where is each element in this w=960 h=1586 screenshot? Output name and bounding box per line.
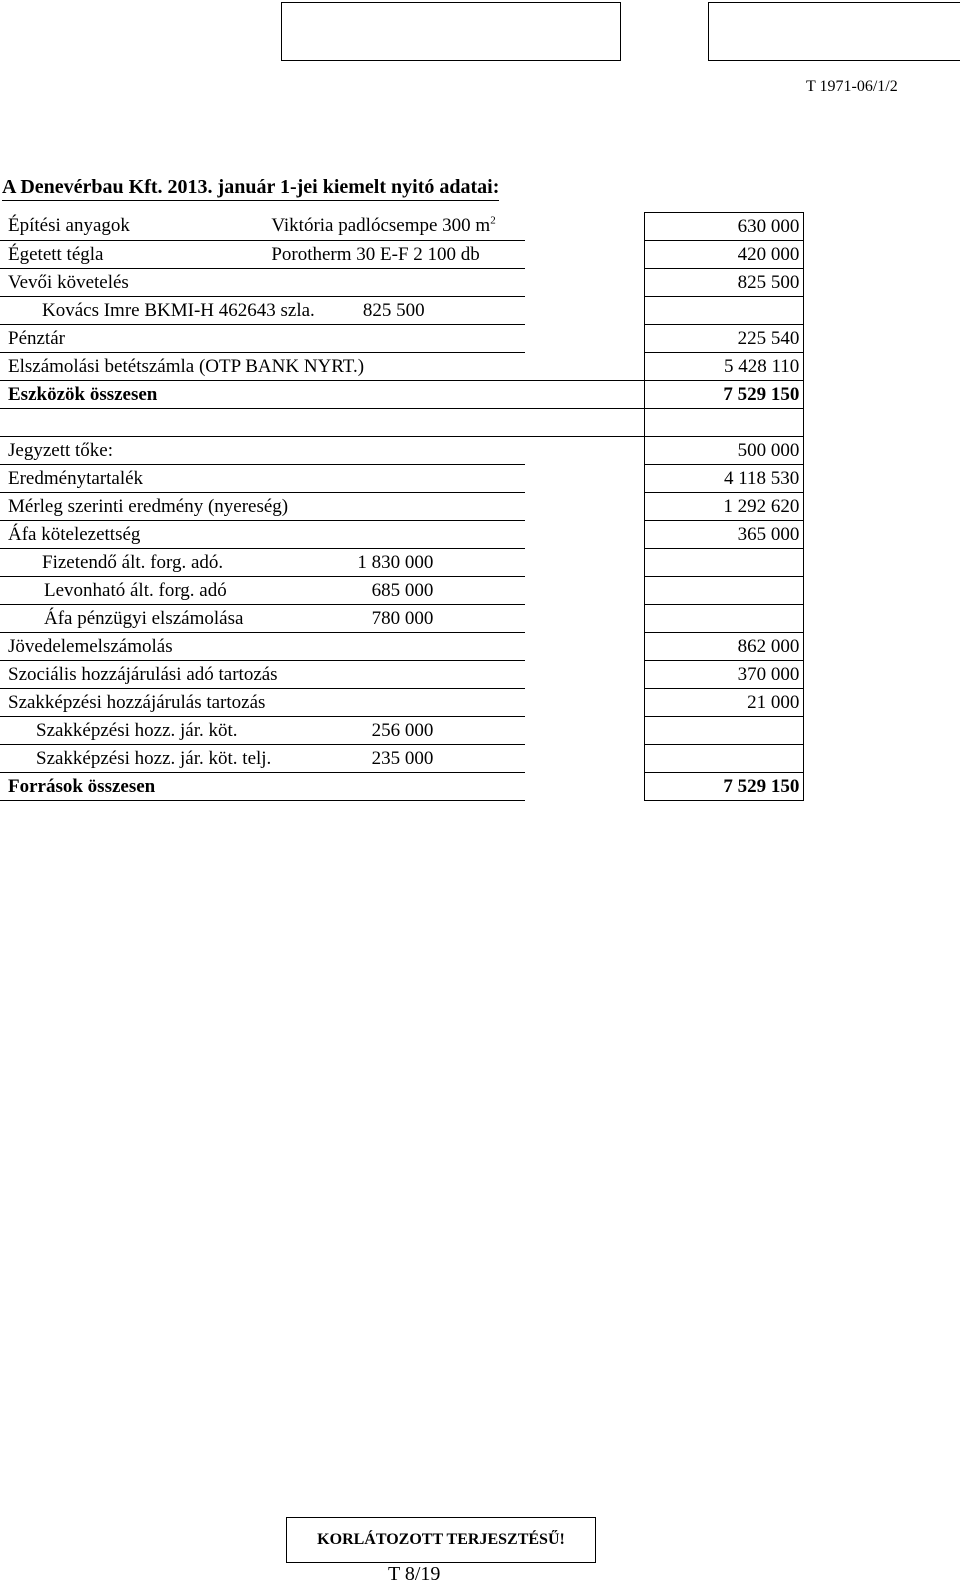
row-detail: Viktória padlócsempe 300 $m^2$ <box>271 213 525 241</box>
table-row <box>0 605 804 633</box>
table-row <box>0 213 804 241</box>
row-amount: 225 540 <box>645 325 804 353</box>
row-amount <box>645 577 804 605</box>
row-amount <box>645 297 804 325</box>
row-label: Kovács Imre BKMI-H 462643 szla. 825 500 <box>0 297 525 325</box>
row-label: Eszközök összesen <box>0 381 645 409</box>
row-amount: 365 000 <box>645 521 804 549</box>
balance-table <box>0 212 804 801</box>
row-label: Jövedelemelszámolás <box>0 633 525 661</box>
row-label: Források összesen <box>0 773 525 801</box>
row-label: Elszámolási betétszámla (OTP BANK NYRT.) <box>0 353 645 381</box>
row-amount: 1 292 620 <box>645 493 804 521</box>
row-label: Áfa pénzügyi elszámolása <box>0 605 271 633</box>
document-code: T 1971-06/1/2 <box>806 78 898 95</box>
row-subamount: 256 000 <box>271 717 525 745</box>
table-row <box>0 353 804 381</box>
restricted-distribution-label: KORLÁTOZOTT TERJESZTÉSŰ! <box>286 1517 596 1563</box>
row-label: Eredménytartalék <box>0 465 525 493</box>
row-label: Égetett tégla <box>0 241 271 269</box>
row-label: Áfa kötelezettség <box>0 521 525 549</box>
row-amount: 420 000 <box>645 241 804 269</box>
row-subamount: 825 500 <box>362 299 425 321</box>
row-label: Pénztár <box>0 325 525 353</box>
row-amount <box>645 549 804 577</box>
row-subamount: 685 000 <box>271 577 525 605</box>
row-detail: Porotherm 30 E-F 2 100 db <box>271 241 525 269</box>
row-label: Szakképzési hozzájárulás tartozás <box>0 689 525 717</box>
document-heading: A Denevérbau Kft. 2013. január 1-jei kiemelt nyitó adatai: <box>2 176 499 201</box>
row-subamount: 780 000 <box>271 605 525 633</box>
row-subamount: 1 830 000 <box>271 549 525 577</box>
page-number: T 8/19 <box>388 1563 441 1585</box>
table-row <box>0 325 804 353</box>
row-amount: 370 000 <box>645 661 804 689</box>
row-amount: 500 000 <box>645 437 804 465</box>
table-row <box>0 465 804 493</box>
row-amount: 862 000 <box>645 633 804 661</box>
table-row <box>0 577 804 605</box>
row-amount <box>645 717 804 745</box>
table-row <box>0 745 804 773</box>
header-box-right <box>708 2 960 61</box>
row-label: Vevői követelés <box>0 269 525 297</box>
row-label: Szakképzési hozz. jár. köt. <box>0 717 271 745</box>
row-amount: 7 529 150 <box>645 381 804 409</box>
table-row <box>0 549 804 577</box>
row-amount: 5 428 110 <box>645 353 804 381</box>
row-label <box>0 409 645 437</box>
row-label: Fizetendő ált. forg. adó. <box>0 549 271 577</box>
row-label: Építési anyagok <box>0 213 271 241</box>
table-row <box>0 773 804 801</box>
table-row <box>0 717 804 745</box>
table-row <box>0 437 804 465</box>
header-box-left <box>281 2 621 61</box>
table-row <box>0 661 804 689</box>
row-amount <box>645 745 804 773</box>
row-label: Szociális hozzájárulási adó tartozás <box>0 661 525 689</box>
row-label: Jegyzett tőke: <box>0 437 525 465</box>
table-row <box>0 297 804 325</box>
row-label: Levonható ált. forg. adó <box>0 577 271 605</box>
table-row <box>0 633 804 661</box>
row-amount: 21 000 <box>645 689 804 717</box>
table-row <box>0 269 804 297</box>
table-row <box>0 381 804 409</box>
row-amount: 630 000 <box>645 213 804 241</box>
row-amount: 825 500 <box>645 269 804 297</box>
table-row <box>0 521 804 549</box>
row-amount: 4 118 530 <box>645 465 804 493</box>
table-row <box>0 241 804 269</box>
row-label: Szakképzési hozz. jár. köt. telj. <box>0 745 271 773</box>
table-row <box>0 689 804 717</box>
table-row <box>0 409 804 437</box>
row-amount <box>645 605 804 633</box>
row-amount <box>645 409 804 437</box>
row-subamount: 235 000 <box>271 745 525 773</box>
table-row <box>0 493 804 521</box>
row-label: Mérleg szerinti eredmény (nyereség) <box>0 493 525 521</box>
row-amount: 7 529 150 <box>645 773 804 801</box>
